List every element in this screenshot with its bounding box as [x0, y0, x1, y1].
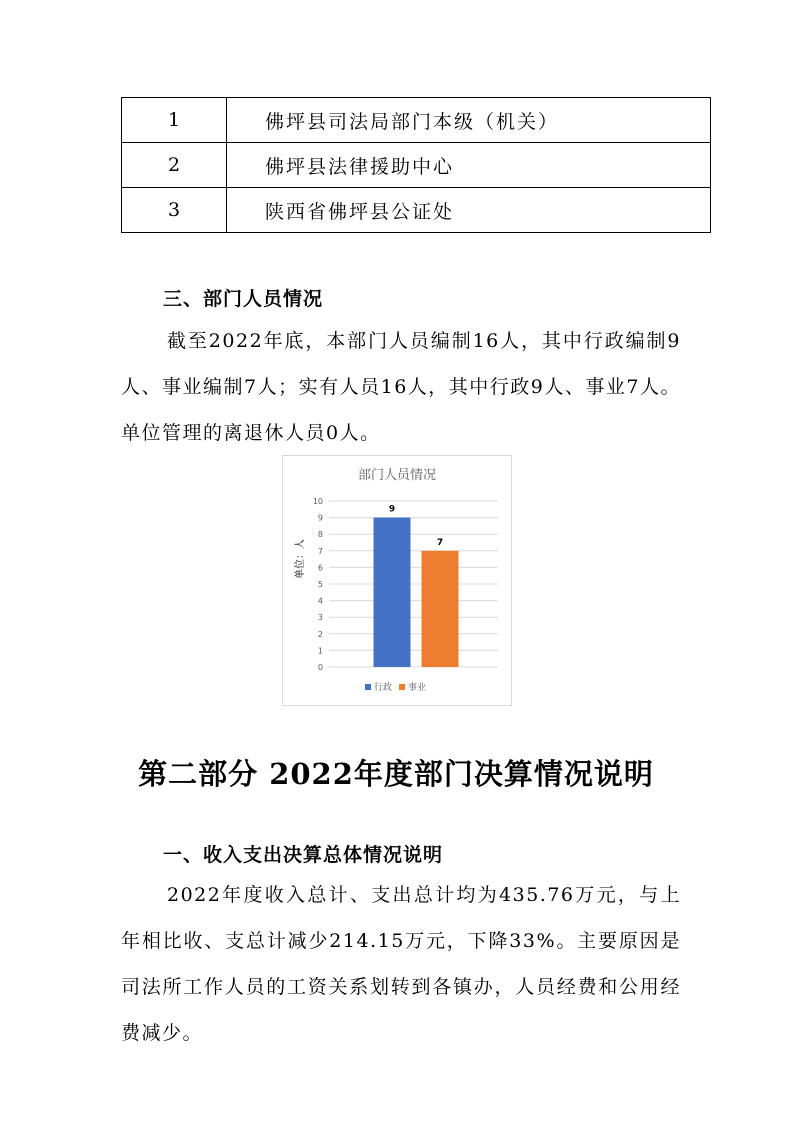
data-label: 9: [388, 504, 396, 515]
row-number: 1: [122, 98, 227, 143]
table-row: [122, 143, 711, 188]
section-heading-income: 一、收入支出决算总体情况说明: [163, 844, 444, 866]
legend-swatch: [365, 684, 371, 690]
bar-事业: [422, 551, 459, 667]
y-tick-label: 7: [317, 546, 323, 556]
y-tick-label: 8: [317, 530, 323, 540]
chart-title: 部门人员情况: [357, 468, 437, 483]
y-tick-label: 0: [317, 663, 323, 672]
y-tick-label: 4: [317, 596, 323, 606]
chart-svg: [283, 456, 511, 705]
row-number: 2: [122, 143, 227, 188]
y-tick-label: 1: [317, 646, 323, 656]
y-tick-label: 10: [312, 497, 323, 506]
table-row: [122, 98, 711, 143]
y-axis-label: 单位：人: [295, 539, 306, 579]
unit-name: 陕西省佛坪县公证处: [227, 188, 711, 233]
personnel-paragraph: 截至2022年底，本部门人员编制16人，其中行政编制9人、事业编制7人；实有人员16人，其中行政9人、事业7人。单位管理的离退休人员0人。: [121, 330, 681, 444]
part-title: 第二部分 2022年度部门决算情况说明: [138, 757, 654, 791]
y-tick-label: 2: [317, 629, 323, 639]
units-table: [121, 97, 711, 233]
bar-行政: [374, 518, 411, 667]
y-tick-label: 9: [317, 513, 323, 523]
data-label: 7: [436, 537, 444, 548]
legend-label: 行政: [374, 683, 393, 693]
unit-name: 佛坪县法律援助中心: [227, 143, 711, 188]
y-tick-label: 3: [317, 613, 323, 623]
y-tick-label: 5: [317, 580, 323, 589]
row-number: 3: [122, 188, 227, 233]
personnel-chart: [282, 455, 512, 706]
y-tick-label: 6: [317, 563, 323, 573]
legend-swatch: [399, 684, 405, 690]
income-paragraph: 2022年度收入总计、支出总计均为435.76万元，与上年相比收、支总计减少214.15万元，下降33%。主要原因是司法所工作人员的工资关系划转到各镇办，人员经费和公用经费减少。: [121, 884, 681, 1044]
unit-name: 佛坪县司法局部门本级（机关）: [227, 98, 711, 143]
legend-label: 事业: [408, 683, 427, 693]
section-heading-personnel: 三、部门人员情况: [163, 288, 324, 310]
table-row: [122, 188, 711, 233]
